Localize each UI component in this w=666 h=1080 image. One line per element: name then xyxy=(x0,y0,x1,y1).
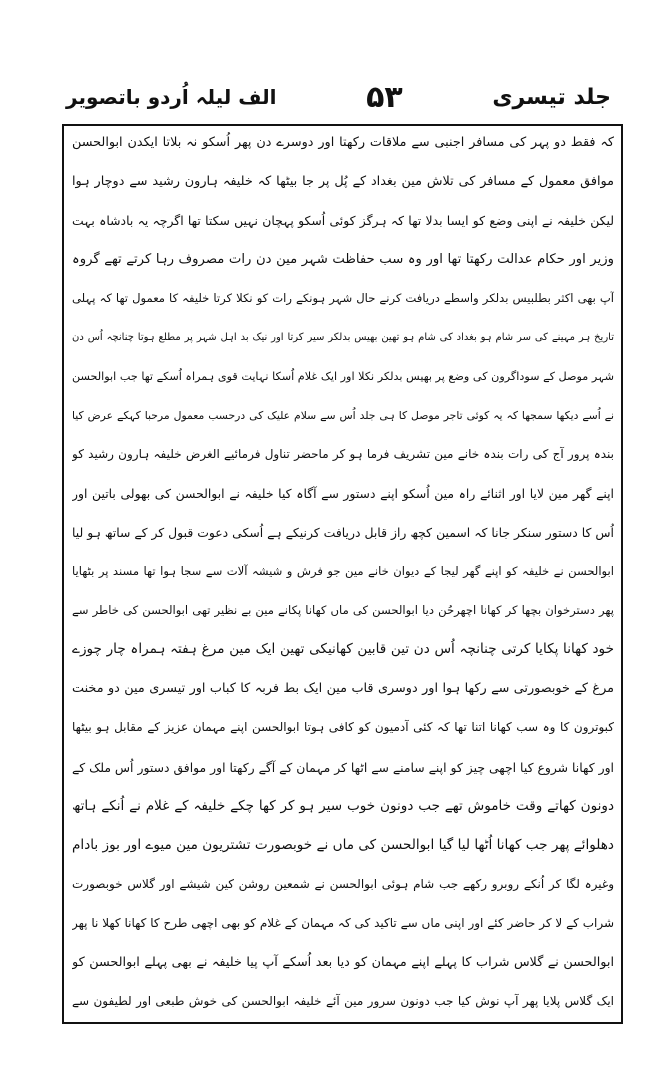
text-line: لیکن خلیفہ نے اپنی وضع کو ایسا بدلا تھا کہ ہرگز کوئی اُسکو پہچان نہیں سکتا تھا اگرچہ یہ بادشاہ بہت xyxy=(72,213,614,229)
text-line: ابوالحسن نے گلاس شراب کا پہلے اپنے مہمان کو دیا بعد اُسکے آپ پیا خلیفہ نے بھی پہلے ابوالحسن کو xyxy=(72,954,614,970)
text-line: خود کھانا پکایا کرتی چنانچہ اُس دن تین قابین کھانیکی تھین ایک مین مرغ ہفتہ ہمراہ چار چوزے xyxy=(72,641,614,658)
text-line: اُس کا دستور سنکر جانا کہ اسمین کچھ راز قابل دریافت کرنیکے ہے اُسکی دعوت قبول کر کے ساتھ ہو لیا xyxy=(72,525,614,541)
text-line: شراب کے لا کر حاضر کئے اور اپنی ماں سے تاکید کی کہ مہمان کے غلام کو بھی اچھی طرح کا کھانا کھلا نا پھر xyxy=(72,915,614,930)
text-line: مرغ کے خوبصورتی سے رکھا ہوا اور دوسری قاب مین ایک بط فربہ کا کباب اور تیسری مین دو مخنت xyxy=(72,681,614,697)
page-number: ۵۳ xyxy=(366,79,403,115)
text-line: پھر دسترخوان بچھا کر کھانا اچھرحُن دیا ابوالحسن کی ماں کھانا پکانے مین بے نظیر تھی ابوالحسن کی خاطر سے xyxy=(72,603,614,618)
text-line: بندہ پرور آج کی رات بندہ خانے مین تشریف فرما ہو کر ماحضر تناول فرمائیے الغرض خلیفہ ہارون رشید کو xyxy=(72,447,614,462)
text-line: وزیر اور حکام عدالت رکھتا تھا اور وہ سب حفاظت شہر مین دن رات مصروف رہا کرتے تھے گروہ xyxy=(72,252,614,268)
text-line: موافق معمول کے مسافر کی تلاش مین بغداد کے پُل پر جا بیٹھا کہ خلیفہ ہارون رشید سے دوچار ہوا xyxy=(72,174,614,190)
text-line: دھلوائے پھر جب کھانا اُٹھا لیا گیا ابوالحسن کی ماں نے خوبصورت تشتریون مین میوے اور بوز بادام xyxy=(72,836,614,853)
text-line: ایک گلاس پلایا پھر آپ نوش کیا جب دونون سرور مین آئے خلیفہ ابوالحسن کی خوش طبعی اور لطیفون سے xyxy=(72,993,614,1008)
text-line: شہر موصل کے سوداگرون کی وضع پر بھیس بدلکر نکلا اور ایک غلام اُسکا نہایت قوی ہمراہ اُسکے تھا جب ابوالحسن xyxy=(72,370,614,384)
text-line: وغیرہ لگا کر اُنکے روبرو رکھے جب شام ہوئی ابوالحسن نے شمعین روشن کین شیشے اور گلاس خوبصورت xyxy=(72,876,614,891)
text-body xyxy=(68,126,618,1022)
text-line: دونون کھاتے وقت خاموش تھے جب دونون خوب سیر ہو کر کھا چکے خلیفہ کے غلام نے اُنکے ہاتھ xyxy=(72,797,614,814)
text-line: اپنے گھر مین لایا اور اثنائے راہ مین اُسکو اپنے دستور سے آگاہ کیا خلیفہ نے ابوالحسن کی بھولی باتین اور xyxy=(72,486,614,502)
text-line: کبوترون کا وہ سب کھانا اتنا تھا کہ کئی آدمیون کو کافی ہوتا ابوالحسن اپنے مہمان عزیز کے مقابل ہو بیٹھا xyxy=(72,720,614,735)
text-line: ابوالحسن نے خلیفہ کو اپنے گھر لیجا کے دیوان خانے مین جو فرش و شیشہ آلات سے سجا ہوا تھا مسند پر بٹھایا xyxy=(72,564,614,579)
text-line: نے اُسے دیکھا سمجھا کہ یہ کوئی تاجر موصل کا ہی جلد اُس سے سلام علیک کی درحسب معمول مرحبا کہکے عرض کیا xyxy=(72,409,614,423)
volume-label: جلد تیسری xyxy=(492,84,611,110)
text-line: آپ بھی اکثر بطلبیس بدلکر واسطے دریافت کرنے حال شہر ہونکے رات کو نکلا کرتا خلیفہ کا معمول تھا کہ پہلی xyxy=(72,291,614,306)
book-title: الف لیلہ اُردو باتصویر xyxy=(66,85,277,109)
text-line: کہ فقط دو پہر کی مسافر اجنبی سے ملاقات رکھتا اور دوسرے دن پھر اُسکو نہ بلاتا ایکدن ابوالحسن xyxy=(72,135,614,150)
text-line: اور کھانا شروع کیا اچھی چیز کو اپنے سامنے سے اٹھا کر مہمان کے آگے رکھتا اور موافق دستور اُس ملک کے xyxy=(72,759,614,775)
text-line: تاریخ ہر مہینے کی سر شام ہو بغداد کی شام ہو تھین بھیس بدلکر سیر کرتا اور نیک بد اہل شہر پر مطلع ہوتا چنانچہ اُس دن xyxy=(72,332,614,344)
page-header xyxy=(66,72,611,122)
